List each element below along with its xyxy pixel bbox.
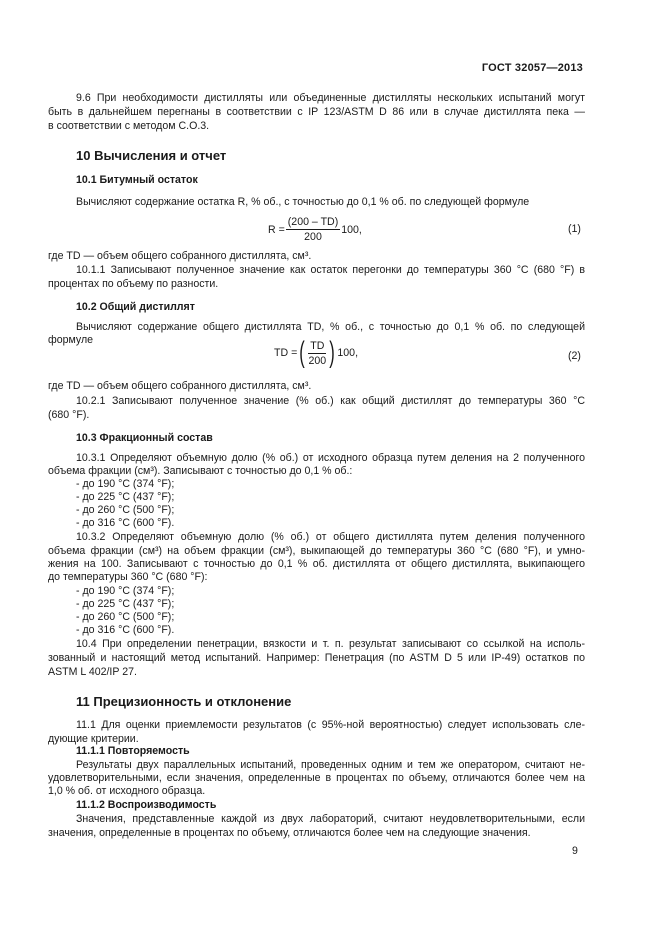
p96-line-2: быть в дальнейшем перегнаны в соответствии с IP 123/ASTM D 86 или в случае дистиллята пека — [48,106,585,118]
formula-1-numerator: (200 – TD) [287,216,339,228]
subsection-11-1-1-title: 11.1.1 Повторяемость [76,745,190,757]
s101-where: где TD — объем общего собранного дистиллята, см³. [48,250,312,262]
s102-intro-line-1: Вычисляют содержание общего дистиллята TD, % об., с точностью до 0,1 % об. по следующей [76,321,585,333]
p1031-line-2: объема фракции (см³). Записывают с точностью до 0,1 % об.: [48,465,353,477]
s102-intro-line-2: формуле [48,334,94,346]
formula-2-fraction [308,340,326,367]
list2-item-2: - до 225 °С (437 °F); [76,598,175,610]
formula-2 [274,338,358,368]
p1021-line-2: (680 °F). [48,409,90,421]
subsection-10-1-title: 10.1 Битумный остаток [76,174,198,186]
formula-2-numerator: TD [310,339,325,352]
formula-1-denominator: 200 [304,231,322,243]
page-number: 9 [572,845,578,857]
list1-item-4: - до 316 °С (600 °F). [76,517,175,529]
formula-2-denominator: 200 [308,354,327,367]
s1112-line-1: Значения, представленные каждой из двух лабораторий, считают неудовлетворительными, если [76,813,585,825]
formula-1-tail: 100, [341,223,362,236]
p96-line-3: в соответствии с методом C.O.3. [48,120,210,132]
s1111-line-2: удовлетворительными, если значения, определенные в процентах по объему, отличаются более чем на [48,772,585,784]
standard-header: ГОСТ 32057—2013 [481,62,583,74]
p1032-line-4: до температуры 360 °С (680 °F): [48,571,208,583]
p1032-line-3: жения на 100. Записывают с точностью до 0,1 % об. дистиллята от общего дистиллята, выкипающего [48,558,585,570]
formula-2-right-paren: ) [329,336,336,369]
s102-where: где TD — объем общего собранного дистиллята, см³. [48,380,312,392]
list1-item-2: - до 225 °С (437 °F); [76,491,175,503]
formula-1 [268,216,362,243]
subsection-10-3-title: 10.3 Фракционный состав [76,432,213,444]
formula-2-left-paren: ( [299,336,306,369]
section-10-title: 10 Вычисления и отчет [76,148,227,163]
s1111-line-3: 1,0 % об. от исходного образца. [48,785,206,797]
section-11-title: 11 Прецизионность и отклонение [76,694,292,709]
p1032-line-1: 10.3.2 Определяют объемную долю (% об.) от общего дистиллята путем деления полученного [76,531,585,543]
equation-number-2: (2) [568,350,581,362]
p1011-line-2: процентах по объему по разности. [48,278,219,290]
p104-line-2: зованный и настоящий метод испытаний. Например: Пенетрация (по ASTM D 5 или IP-49) остатков по [48,652,585,664]
p1021-line-1: 10.2.1 Записывают полученное значение (% об.) как общий дистиллят до температуры 360 °С [76,395,585,407]
list2-item-4: - до 316 °С (600 °F). [76,624,175,636]
formula-1-lhs: R = [268,223,285,236]
subsection-10-2-title: 10.2 Общий дистиллят [76,301,195,313]
p104-line-3: ASTM L 402/IP 27. [48,666,137,678]
p1032-line-2: объема фракции (см³) на объем фракции (см³), выкипающей до температуры 360 °С (680 °F), и умно- [48,545,585,557]
formula-1-fraction [286,216,340,243]
formula-2-lhs: TD = [274,347,298,359]
list2-item-1: - до 190 °С (374 °F); [76,585,175,597]
list1-item-1: - до 190 °С (374 °F); [76,478,175,490]
p96-line-1: 9.6 При необходимости дистилляты или объединенные дистилляты нескольких испытаний могут [76,92,585,104]
p1011-line-1: 10.1.1 Записывают полученное значение как остаток перегонки до температуры 360 °С (680 °F) в [76,264,585,276]
p104-line-1: 10.4 При определении пенетрации, вязкости и т. п. результат записывают со ссылкой на исполь- [76,638,585,650]
p111-line-2: дующие критерии. [48,733,139,745]
list1-item-3: - до 260 °С (500 °F); [76,504,175,516]
s1111-line-1: Результаты двух параллельных испытаний, проведенных одним и тем же оператором, считают не- [76,759,585,771]
equation-number-1: (1) [568,223,581,235]
p1031-line-1: 10.3.1 Определяют объемную долю (% об.) от исходного образца путем деления на 2 полученного [76,452,585,464]
s1112-line-2: значения, определенные в процентах по объему, отличаются более чем на следующие значения. [48,827,531,839]
formula-2-tail: 100, [337,347,359,359]
subsection-11-1-2-title: 11.1.2 Воспроизводимость [76,799,217,811]
s101-intro: Вычисляют содержание остатка R, % об., с точностью до 0,1 % об. по следующей формуле [76,196,530,208]
p111-line-1: 11.1 Для оценки приемлемости результатов (с 95%-ной вероятностью) следует использовать сле- [76,719,585,731]
list2-item-3: - до 260 °С (500 °F); [76,611,175,623]
